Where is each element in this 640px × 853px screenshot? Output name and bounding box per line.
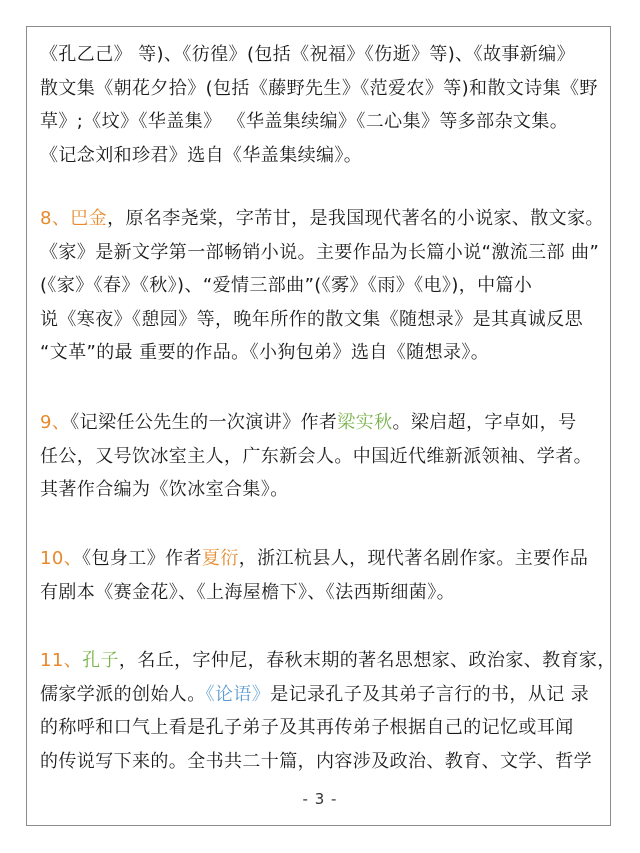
item-number: 9、 [40,412,71,433]
paragraph-ba-jin [40,202,604,370]
text-line [40,678,616,712]
text-line: 散文集《朝花夕拾》(包括《藤野先生》《范爱农》等)和散文诗集《野 [40,77,598,99]
text-line: 《记念刘和珍君》选自《华盖集续编》。 [40,144,363,166]
text-span: 《记梁任公先生的一次演讲》作者 [70,412,338,433]
paragraph-lu-xun-works [40,38,598,172]
author-name: 夏衍 [201,548,239,569]
author-name: 孔子 [82,650,119,671]
text-span: 儒家学派的创始人。 [40,683,206,705]
paragraph-confucius [40,644,616,778]
text-span: ，名丘，字仲尼，春秋末期的著名思想家、政治家、教育家， [118,650,616,671]
paragraph-xia-yan [40,542,588,609]
text-line [40,202,604,236]
text-line [40,406,592,440]
text-line: 草》;《坟》《华盖集》 《华盖集续编》《二心集》等多部杂文集。 [40,111,569,132]
author-name: 巴金 [70,208,108,229]
text-span: ，浙江杭县人，现代著名剧作家。主要作品 [238,548,589,569]
text-span: ，原名李尧棠，字芾甘，是我国现代著名的小说家、散文家。 [107,208,604,229]
text-line: 任公，又号饮冰室主人，广东新会人。中国近代维新派领袖、学者。 [40,445,592,467]
text-line: “文革”的最 重要的作品。《小狗包弟》选自《随想录》。 [40,342,490,363]
text-line: 《家》是新文学第一部畅销小说。主要作品为长篇小说“激流三部 曲” [40,241,600,263]
text-line: 《孔乙己》 等)、《彷徨》(包括《祝福》《伤逝》等)、《故事新编》 [40,44,575,65]
paragraph-liang-shiqiu [40,406,592,507]
text-line: 的称呼和口气上看是孔子弟子及其再传弟子根据自己的记忆或耳闻 [40,717,574,738]
item-number: 8、 [40,208,71,229]
item-number: 11、 [40,650,83,671]
text-line: 说《寒夜》《憩园》等，晚年所作的散文集《随想录》是其真诚反思 [40,308,583,330]
text-span: 《包身工》作者 [82,548,202,569]
item-number: 10、 [40,548,83,569]
page-number: - 3 - [302,790,338,808]
text-line [40,644,616,678]
text-span: 。梁启超，字卓如，号 [392,412,577,433]
book-title: 《论语》 [205,683,271,705]
text-line: 有剧本《赛金花》、《上海屋檐下》、《法西斯细菌》。 [40,581,455,603]
text-line [40,542,588,576]
text-line: 的传说写下来的。全书共二十篇，内容涉及政治、教育、文学、哲学 [40,750,592,772]
text-span: 是记录孔子及其弟子言行的书，从记 录 [270,683,590,705]
author-name: 梁实秋 [337,412,393,433]
text-line: 其著作合编为《饮冰室合集》。 [40,479,289,500]
text-line: (《家》《春》《秋》)、“爱情三部曲”(《雾》《雨》《电》)，中篇小 [40,275,533,296]
